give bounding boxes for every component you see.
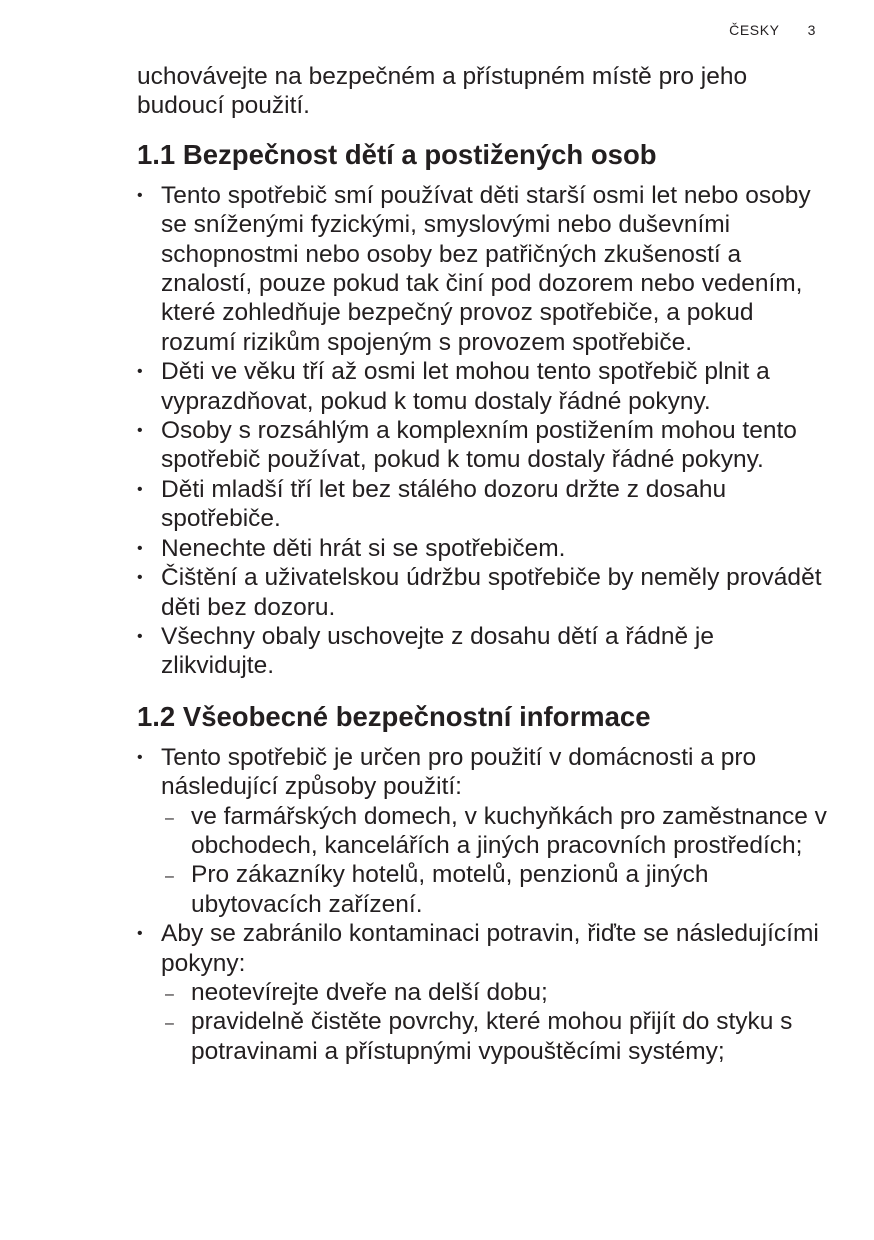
sub-list <box>161 802 827 920</box>
sub-list-item-text: pravidelně čistěte povrchy, které mohou přijít do styku s potravinami a přístupnými vypouštěcími systémy; <box>191 1008 793 1065</box>
dash-icon: – <box>165 985 174 1003</box>
bullet-icon: • <box>137 480 143 498</box>
list-item <box>137 416 827 475</box>
list-item-text: Děti mladší tří let bez stálého dozoru držte z dosahu spotřebiče. <box>161 475 727 533</box>
bullet-list-1-1 <box>137 181 827 681</box>
sub-list-item <box>161 860 827 919</box>
list-item <box>137 563 827 622</box>
list-item <box>137 919 827 1066</box>
sub-list-item-text: ve farmářských domech, v kuchyňkách pro zaměstnance v obchodech, kancelářích a jiných pracovních prostředích; <box>191 802 827 859</box>
sub-list <box>161 978 827 1066</box>
list-item <box>137 534 827 563</box>
sub-list-item-text: Pro zákazníky hotelů, motelů, penzionů a jiných ubytovacích zařízení. <box>191 861 709 918</box>
sub-list-item <box>161 802 827 861</box>
list-item <box>137 743 827 919</box>
list-item <box>137 622 827 681</box>
sub-list-item-text: neotevírejte dveře na delší dobu; <box>191 978 548 1006</box>
list-item <box>137 357 827 416</box>
list-item-text: Osoby s rozsáhlým a komplexním postižením mohou tento spotřebič používat, pokud k tomu dostaly řádné pokyny. <box>161 417 797 474</box>
bullet-icon: • <box>137 422 143 440</box>
list-item-text: Všechny obaly uschovejte z dosahu dětí a řádně je zlikvidujte. <box>161 622 714 680</box>
bullet-icon: • <box>137 569 143 587</box>
page-header <box>729 22 816 38</box>
section-heading-1-2: 1.2 Všeobecné bezpečnostní informace <box>137 700 651 732</box>
intro-paragraph: uchovávejte na bezpečném a přístupném místě pro jeho budoucí použití. <box>137 63 748 120</box>
header-language: ČESKY <box>729 22 780 38</box>
list-item-text: Tento spotřebič je určen pro použití v domácnosti a pro následující způsoby použití: <box>161 743 757 801</box>
bullet-icon: • <box>137 627 143 645</box>
bullet-icon: • <box>137 539 143 557</box>
header-page-number: 3 <box>807 22 816 38</box>
bullet-icon: • <box>137 748 143 766</box>
list-item-text: Tento spotřebič smí používat děti starší osmi let nebo osoby se sníženými fyzickými, smyslovými nebo duševními schopnostmi nebo osoby bez patřičných zkušeností a znalostí, pouze pokud tak činí pod dozorem nebo vedením, které zohledňuje bezpečný provoz spotřebiče, a pokud rozumí rizikům spojeným s provozem spotřebiče. <box>161 181 811 356</box>
dash-icon: – <box>165 1015 174 1033</box>
bullet-list-1-2 <box>137 743 827 1066</box>
list-item-text: Nenechte děti hrát si se spotřebičem. <box>161 534 566 562</box>
dash-icon: – <box>165 868 174 886</box>
bullet-icon: • <box>137 363 143 381</box>
bullet-icon: • <box>137 186 143 204</box>
sub-list-item <box>161 1007 827 1066</box>
page-content <box>137 62 827 1066</box>
list-item-text: Čištění a uživatelskou údržbu spotřebiče by neměly provádět děti bez dozoru. <box>161 564 822 621</box>
list-item <box>137 181 827 357</box>
section-heading-1-1: 1.1 Bezpečnost dětí a postižených osob <box>137 138 657 170</box>
list-item-text: Aby se zabránilo kontaminaci potravin, řiďte se následujícími pokyny: <box>161 920 819 977</box>
sub-list-item <box>161 978 827 1007</box>
list-item <box>137 475 827 534</box>
dash-icon: – <box>165 809 174 827</box>
bullet-icon: • <box>137 925 143 943</box>
list-item-text: Děti ve věku tří až osmi let mohou tento spotřebič plnit a vyprazdňovat, pokud k tomu dostaly řádné pokyny. <box>161 358 770 415</box>
